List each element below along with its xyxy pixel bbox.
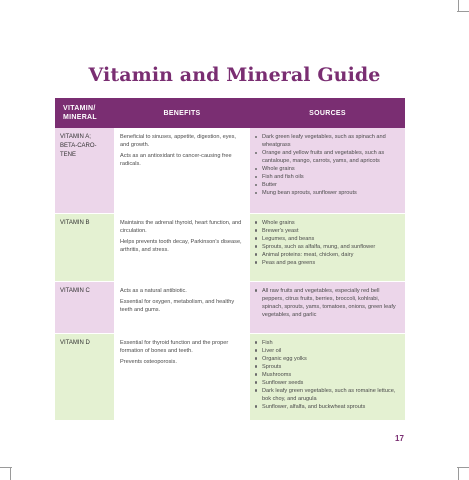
vitamin-name-cell	[55, 128, 114, 213]
source-item: Dark green leafy vegetables, such as spinach and wheatgrass	[254, 133, 401, 149]
source-item: Sprouts	[254, 363, 401, 371]
sources-list	[254, 339, 401, 411]
benefit-text: Maintains the adrenal thyroid, heart function, and circulation.	[120, 219, 242, 234]
source-item: Orange and yellow fruits and vegetables, such as cantaloupe, mango, carrots, yams, and apricots	[254, 149, 401, 165]
sources-list	[254, 219, 401, 267]
source-item: Fish	[254, 339, 401, 347]
source-item: All raw fruits and vegetables, especially red bell peppers, citrus fruits, berries, broccoli, kohlrabi, spinach, sprouts, yams, tomatoes, onions, green leafy vegetables, and garlic	[254, 287, 401, 319]
benefits-cell	[114, 128, 250, 213]
header-vitamin-mineral	[55, 98, 114, 128]
crop-mark-bottom-left-h	[0, 467, 12, 468]
benefit-text: Acts as an antioxidant to cancer-causing free radicals.	[120, 153, 232, 167]
source-item: Peas and pea greens	[254, 259, 401, 267]
table-row-vitamin-c	[55, 281, 405, 333]
sources-list	[254, 287, 401, 319]
page-title: Vitamin and Mineral Guide	[88, 64, 381, 86]
source-item: Mung bean sprouts, sunflower sprouts	[254, 189, 401, 197]
vitamin-name-line: VITAMIN A;	[60, 134, 91, 140]
source-item: Sunflower seeds	[254, 379, 401, 387]
source-item: Whole grains	[254, 165, 401, 173]
source-item: Dark leafy green vegetables, such as romaine lettuce, bok choy, and arugula	[254, 387, 401, 403]
source-item: Liver oil	[254, 347, 401, 355]
table-row-vitamin-a	[55, 128, 405, 213]
benefit-text: Prevents osteoporosis.	[120, 358, 177, 365]
benefit-text: Acts as a natural antibiotic.	[120, 287, 187, 294]
vitamin-mineral-table	[55, 98, 405, 420]
crop-mark-top-right-h	[457, 11, 469, 12]
table-row-vitamin-b	[55, 213, 405, 281]
vitamin-name-cell	[55, 213, 114, 281]
sources-cell	[250, 128, 405, 213]
benefits-cell	[114, 213, 250, 281]
source-item: Whole grains	[254, 219, 401, 227]
sources-list	[254, 133, 401, 197]
source-item: Brewer's yeast	[254, 227, 401, 235]
source-item: Sprouts, such as alfalfa, mung, and sunflower	[254, 243, 401, 251]
vitamin-name-line: VITAMIN B	[60, 219, 90, 226]
benefit-text: Beneficial to sinuses, appetite, digestion, eyes, and growth.	[120, 134, 236, 148]
benefit-text: Essential for oxygen, metabolism, and healthy teeth and gums.	[120, 298, 235, 313]
header-vitamin-line: VITAMIN/	[63, 105, 96, 112]
vitamin-name-line: TENE	[60, 152, 77, 158]
crop-mark-bottom-left	[10, 468, 11, 480]
source-item: Sunflower, alfalfa, and buckwheat sprouts	[254, 403, 401, 411]
benefit-text: Helps prevents tooth decay, Parkinson's disease, arthritis, and stress.	[120, 238, 242, 253]
table-header-row	[55, 98, 405, 128]
source-item: Legumes, and beans	[254, 235, 401, 243]
vitamin-name-line: VITAMIN C	[60, 287, 90, 294]
vitamin-name-line: VITAMIN D	[60, 339, 90, 346]
benefit-text: Essential for thyroid function and the proper formation of bones and teeth.	[120, 339, 229, 354]
table-row-vitamin-d	[55, 333, 405, 420]
benefits-cell	[114, 333, 250, 420]
sources-cell	[250, 281, 405, 333]
header-mineral-line: MINERAL	[63, 114, 97, 121]
source-item: Butter	[254, 181, 401, 189]
crop-mark-bottom-right	[458, 468, 459, 480]
header-benefits: BENEFITS	[114, 98, 250, 128]
source-item: Mushrooms	[254, 371, 401, 379]
page-number: 17	[395, 434, 404, 443]
sources-cell	[250, 213, 405, 281]
header-sources: SOURCES	[250, 98, 405, 128]
source-item: Organic egg yolks	[254, 355, 401, 363]
sources-cell	[250, 333, 405, 420]
benefits-cell	[114, 281, 250, 333]
vitamin-name-cell	[55, 281, 114, 333]
vitamin-name-line: BETA-CARO-	[60, 143, 97, 149]
source-item: Animal proteins: meat, chicken, dairy	[254, 251, 401, 259]
vitamin-name-cell	[55, 333, 114, 420]
source-item: Fish and fish oils	[254, 173, 401, 181]
crop-mark-bottom-right-h	[457, 467, 469, 468]
